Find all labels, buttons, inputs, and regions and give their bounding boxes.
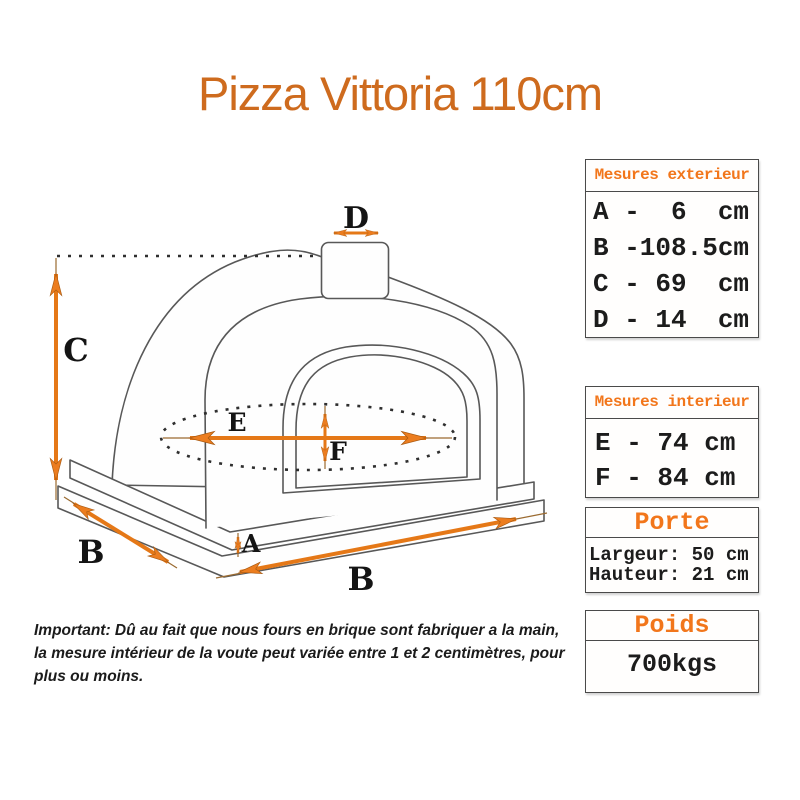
dimension-label-e: E <box>227 408 247 437</box>
door-header: Porte <box>586 508 758 538</box>
weight-value-row: 700kgs <box>626 650 717 679</box>
important-note-line-2: la mesure intérieur de la voute peut variée entre 1 et 2 centimètres, pour plus ou moins. <box>34 645 565 685</box>
measure-row-e: E - 74 cm <box>595 428 736 458</box>
dimension-label-b-bottom: B <box>347 560 375 598</box>
measure-row-b: B -108.5cm <box>593 233 750 263</box>
measure-row-f: F - 84 cm <box>595 463 736 493</box>
measure-row-c: C - 69 cm <box>593 269 750 299</box>
door-table <box>585 507 759 593</box>
door-height-row: Hauteur: 21 cm <box>589 564 749 586</box>
dimension-label-f: F <box>329 437 347 466</box>
exterior-measures-table <box>585 159 759 338</box>
chimney <box>322 243 389 299</box>
measure-row-a: A - 6 cm <box>593 197 750 227</box>
interior-measures-table <box>585 386 759 498</box>
weight-header: Poids <box>586 611 758 641</box>
interior-measures-header: Mesures interieur <box>586 387 758 419</box>
page-title: Pizza Vittoria 110cm <box>197 67 603 120</box>
dimension-label-d: D <box>342 201 370 236</box>
important-note-line-1: Important: Dû au fait que nous fours en brique sont fabriquer a la main, <box>34 622 560 639</box>
door-width-row: Largeur: 50 cm <box>589 544 749 566</box>
weight-table <box>585 610 759 693</box>
door-arch-inner <box>296 355 467 488</box>
oven-diagram <box>0 150 580 630</box>
dimension-label-a: A <box>241 529 261 558</box>
exterior-measures-header: Mesures exterieur <box>586 160 758 192</box>
dimension-label-c: C <box>63 331 89 369</box>
important-note <box>34 619 594 688</box>
dimension-label-b-left: B <box>77 533 105 571</box>
measure-row-d: D - 14 cm <box>593 305 750 335</box>
